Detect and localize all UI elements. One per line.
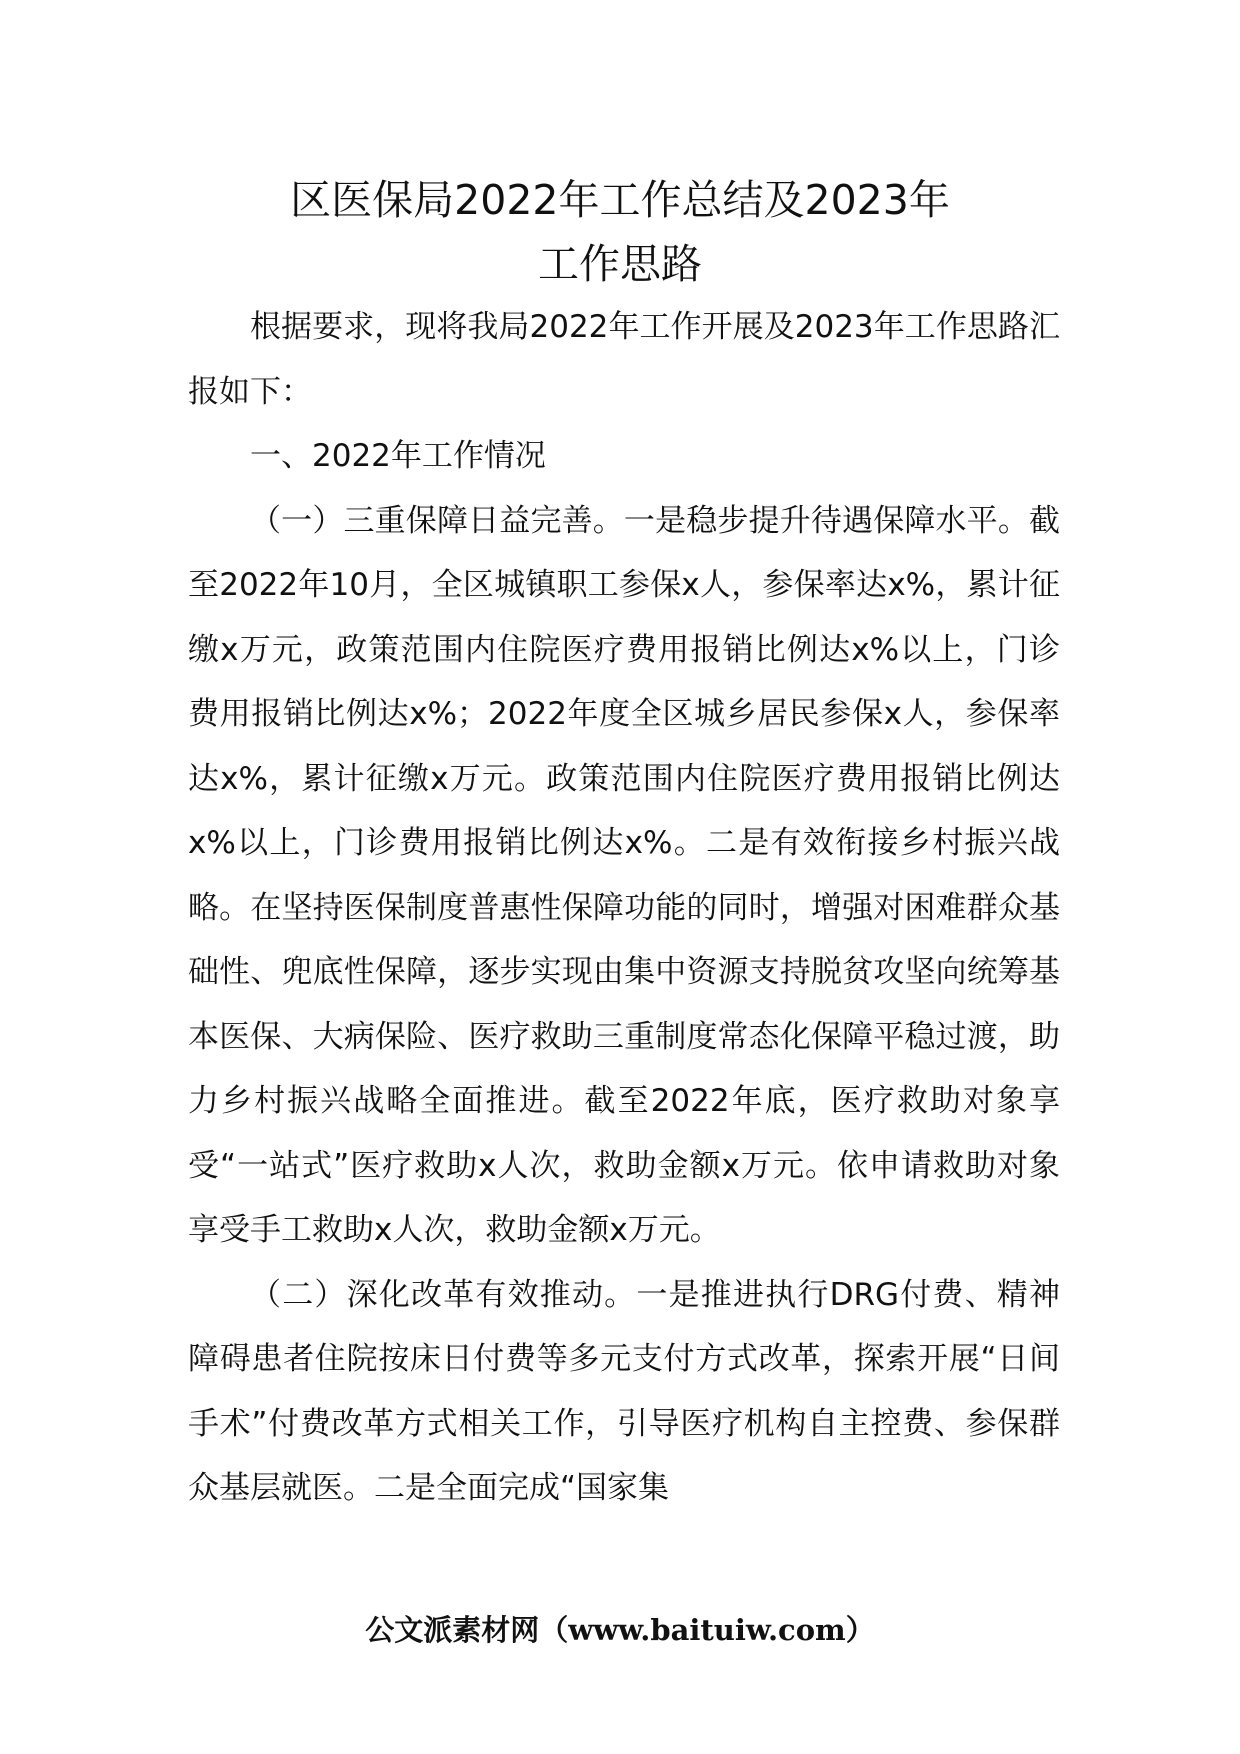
footer-watermark: 公文派素材网（www.baituiw.com） [365, 1613, 875, 1647]
paragraph-section-1-2: （二）深化改革有效推动。一是推进执行DRG付费、精神障碍患者住院按床日付费等多元支付方式改革，探索开展“日间手术”付费改革方式相关工作，引导医疗机构自主控费、参保群众基层就医。二是全面完成“国家集 [188, 1276, 1060, 1506]
document-title-line-2: 工作思路 [538, 240, 702, 288]
paragraph-section-1-1: （一）三重保障日益完善。一是稳步提升待遇保障水平。截至2022年10月，全区城镇职工参保x人，参保率达x%，累计征缴x万元，政策范围内住院医疗费用报销比例达x%以上，门诊费用报销比例达x%；2022年度全区城乡居民参保x人，参保率达x%，累计征缴x万元。政策范围内住院医疗费用报销比例达x%以上，门诊费用报销比例达x%。二是有效衔接乡村振兴战略。在坚持医保制度普惠性保障功能的同时，增强对困难群众基础性、兜底性保障，逐步实现由集中资源支持脱贫攻坚向统筹基本医保、大病保险、医疗救助三重制度常态化保障平稳过渡，助力乡村振兴战略全面推进。截至2022年底，医疗救助对象享受“一站式”医疗救助x人次，救助金额x万元。依申请救助对象享受手工救助x人次，救助金额x万元。 [188, 502, 1060, 1248]
paragraph-intro: 根据要求，现将我局2022年工作开展及2023年工作思路汇报如下： [188, 309, 1060, 410]
document-body [188, 295, 1060, 1521]
document-title-line-1: 区医保局2022年工作总结及2023年 [290, 176, 950, 224]
section-heading-1: 一、2022年工作情况 [250, 438, 546, 474]
